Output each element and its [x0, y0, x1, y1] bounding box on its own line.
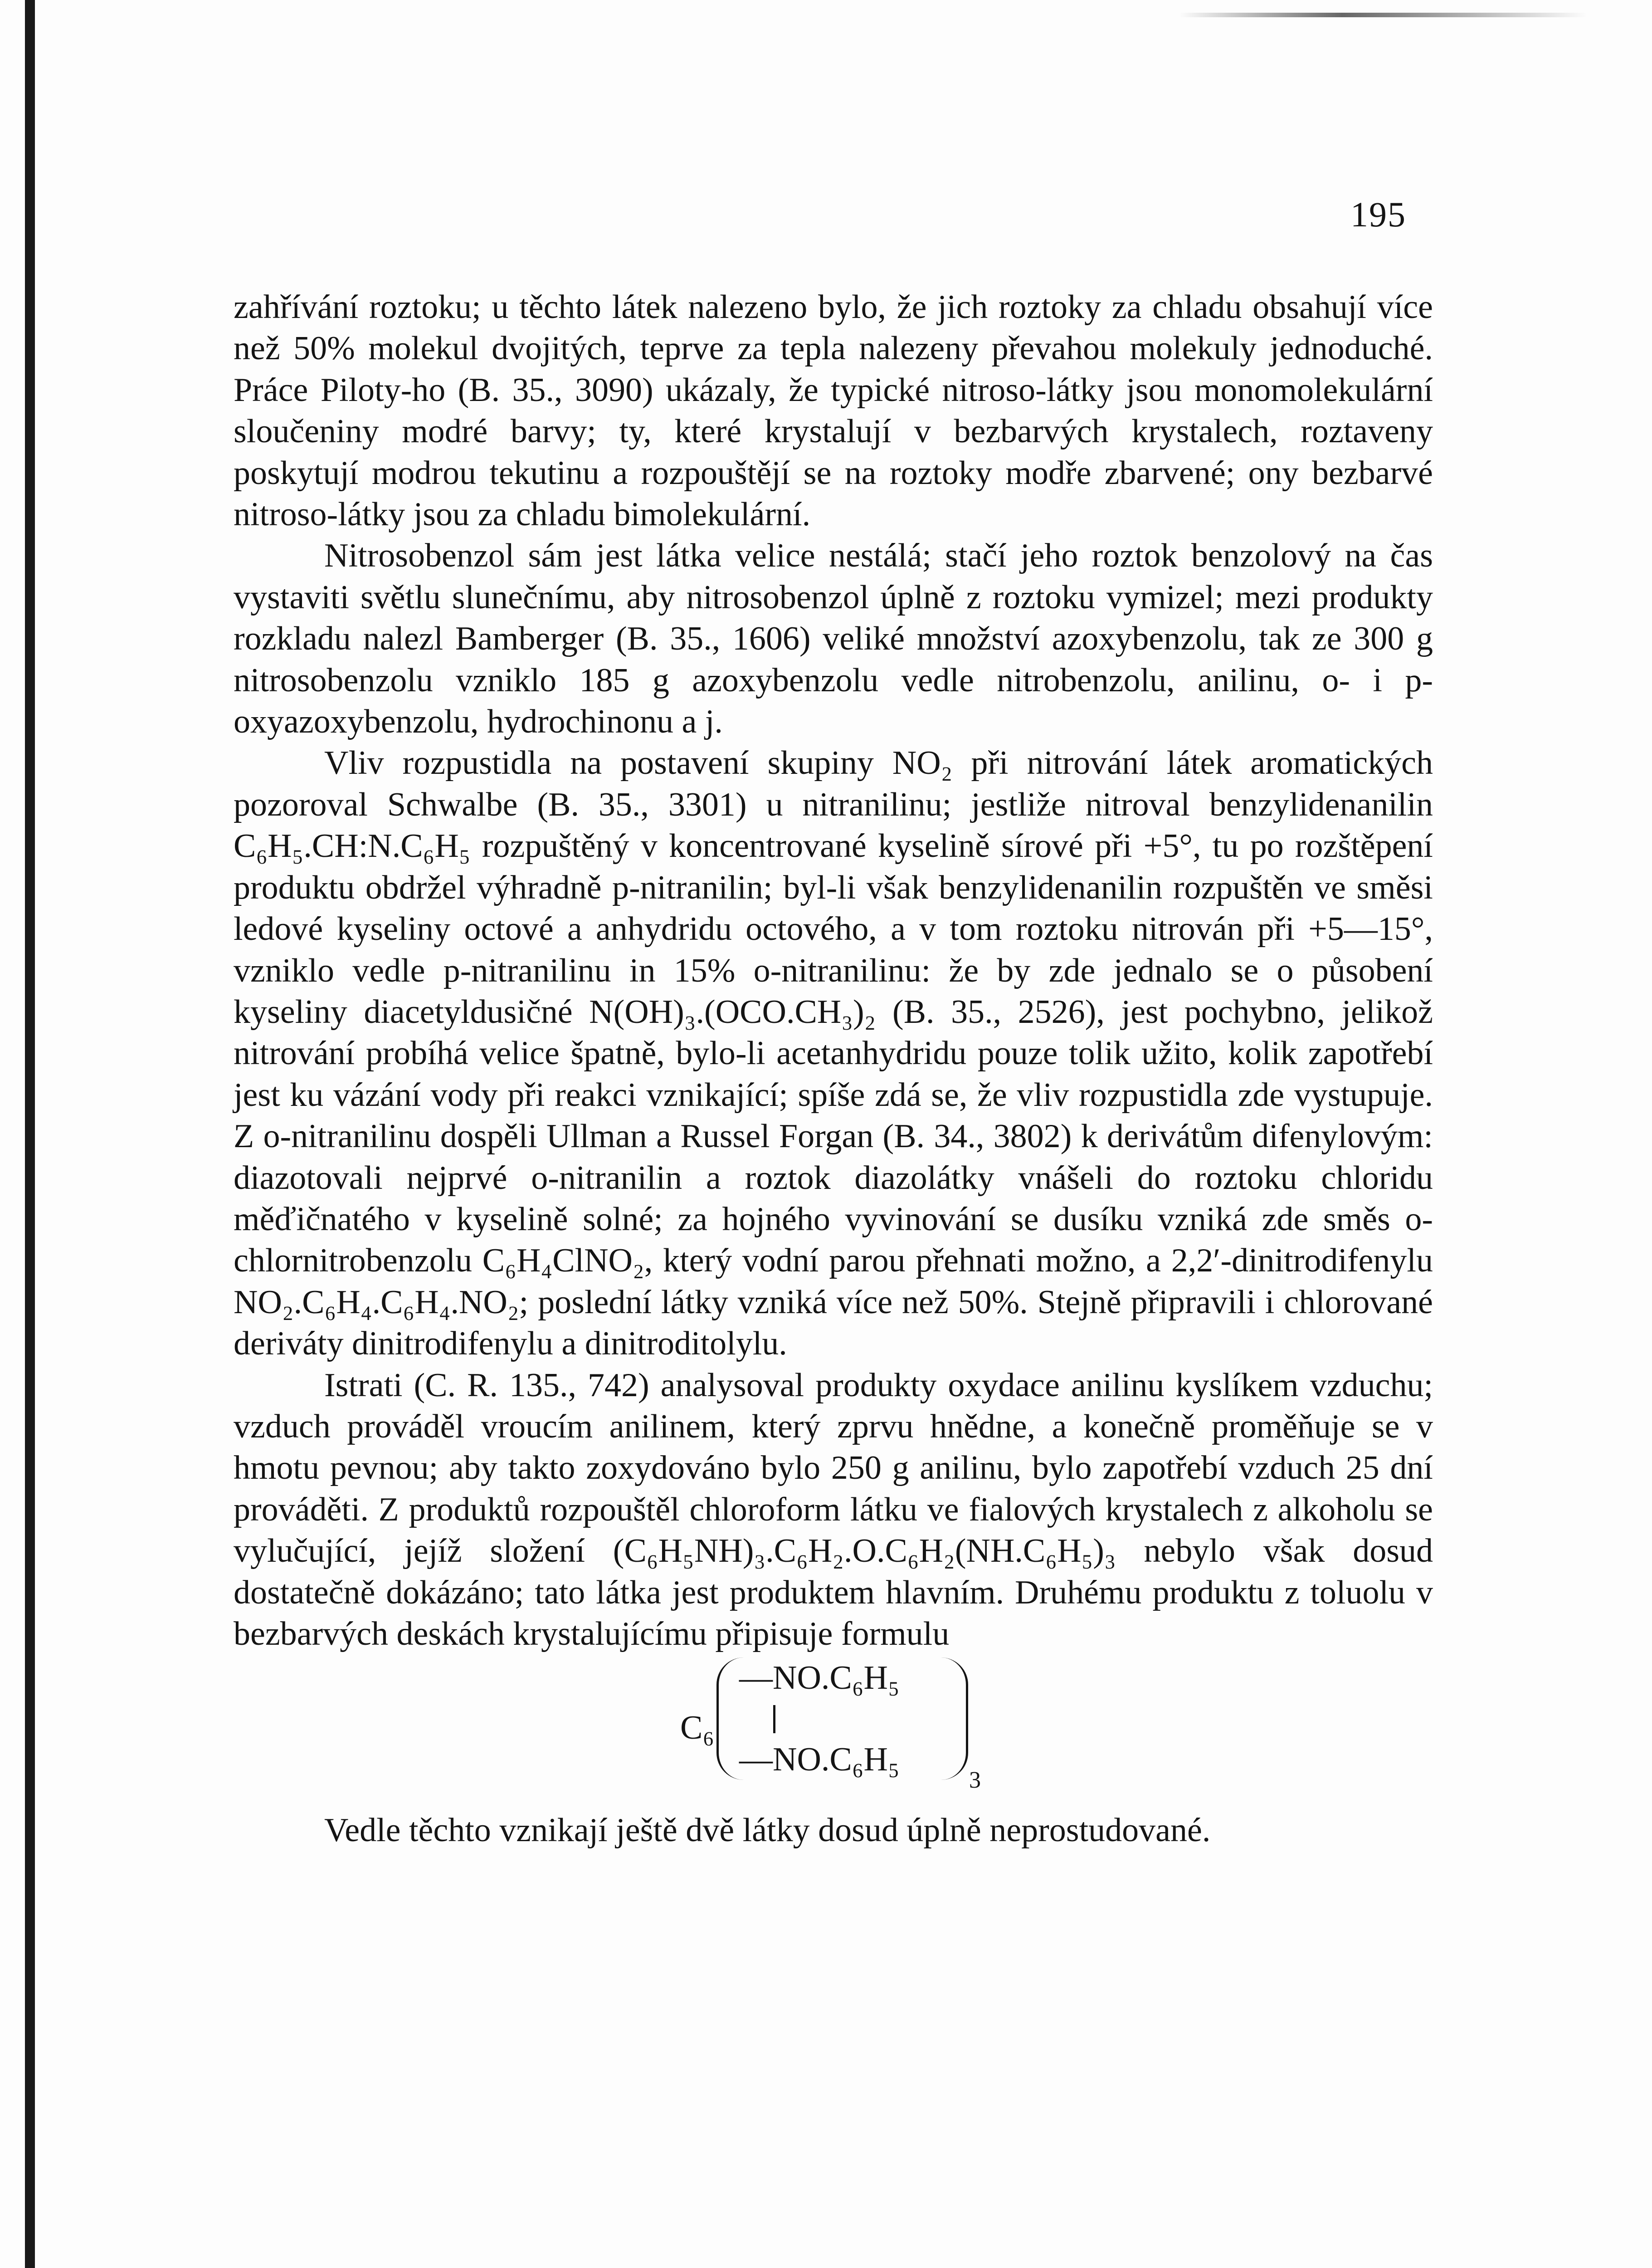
closing-paragraph: Vedle těchto vznikají ještě dvě látky dosud úplně neprostudované.	[324, 1812, 1211, 1849]
paragraph-3: Vliv rozpustidla na postavení skupiny NO₂ při nitrování látek aromatických pozoroval Schwalbe (B. 35., 3301) u nitranilinu; jestliže nitroval benzylidenanilin C₆H₅.CH:N.C₆H₅ rozpuštěný v koncentrované kyselině sírové při +5°, tu po rozštěpení produktu obdržel výhradně p-nitranilin; byl-li však benzylidenanilin rozpuštěn ve směsi ledové kyseliny octové a anhydridu octového, a v tom roztoku nitrován při +5—15°, vzniklo vedle p-nitranilinu in 15% o-nitranilinu: že by zde jednalo se o působení kyseliny diacetyldusičné N(OH)₃.(OCO.CH₃)₂ (B. 35., 2526), jest pochybno, jelikož nitrování probíhá velice špatně, bylo-li acetanhydridu pouze tolik užito, kolik zapotřebí jest ku vázání vody při reakci vznikající; spíše zdá se, že vliv rozpustidla zde vystupuje. Z o-nitranilinu dospěli Ullman a Russel Forgan (B. 34., 3802) k derivátům difenylovým: diazotovali nejprvé o-nitranilin a roztok diazolátky vnášeli do roztoku chloridu měďičnatého v kyselině solné; za hojného vyvinování se dusíku vzniká zde směs o-chlornitrobenzolu C₆H₄ClNO₂, který vodní parou přehnati možno, a 2,2′-dinitrodifenylu NO₂.C₆H₄.C₆H₄.NO₂; poslední látky vzniká více než 50%. Stejně připravili i chlorované deriváty dinitrodifenylu a dinitroditolylu.	[234, 744, 1433, 1363]
formula-multiplier: 3	[969, 1767, 981, 1794]
formula-right-paren	[941, 1657, 968, 1780]
paragraph-2: Nitrosobenzol sám jest látka velice nestálá; stačí jeho roztok benzolový na čas vystaviti světlu slunečnímu, aby nitrosobenzol úplně z roztoku vymizel; mezi produkty rozkladu nalezl Bamberger (B. 35., 1606) veliké množství azoxybenzolu, tak ze 300 g nitrosobenzolu vzniklo 185 g azoxybenzolu vedle nitrobenzolu, anilinu, o- i p-oxyazoxybenzolu, hydrochinonu a j.	[234, 537, 1433, 741]
formula-bottom-group: —NO.C₆H₅	[739, 1741, 900, 1779]
paragraph-1: zahřívání roztoku; u těchto látek nalezeno bylo, že jich roztoky za chladu obsahují více než 50% molekul dvojitých, teprve za tepla nalezeny převahou molekuly jednoduché. Práce Piloty-ho (B. 35., 3090) ukázaly, že typické nitroso-látky jsou monomolekulární sloučeniny modré barvy; ty, které krystalují v bezbarvých krystalech, roztaveny poskytují modrou tekutinu a rozpouštějí se na roztoky modře zbarvené; ony bezbarvé nitroso-látky jsou za chladu bimolekulární.	[234, 288, 1433, 533]
paragraph-4: Istrati (C. R. 135., 742) analysoval produkty oxydace anilinu kyslíkem vzduchu; vzduch prováděl vroucím anilinem, který zprvu hnědne, a konečně proměňuje se v hmotu pevnou; aby takto zoxydováno bylo 250 g anilinu, bylo zapotřebí vzduch 25 dní prováděti. Z produktů rozpouštěl chloroform látku ve fialových krystalech z alkoholu se vylučující, jejíž složení (C₆H₅NH)₃.C₆H₂.O.C₆H₂(NH.C₆H₅)₃ nebylo však dosud dostatečně dokázáno; tato látka jest produktem hlavním. Druhému produktu z toluolu v bezbarvých deskách krystalujícímu připisuje formulu	[234, 1366, 1433, 1652]
scan-edge-left	[25, 0, 35, 2268]
chemical-formula	[234, 1657, 1433, 1803]
scan-edge-top	[1179, 13, 1587, 17]
body-text	[234, 287, 1433, 1852]
formula-bond	[773, 1705, 775, 1733]
formula-prefix: C₆	[680, 1709, 715, 1747]
page-number: 195	[1350, 195, 1406, 234]
formula-top-group: —NO.C₆H₅	[739, 1659, 900, 1697]
